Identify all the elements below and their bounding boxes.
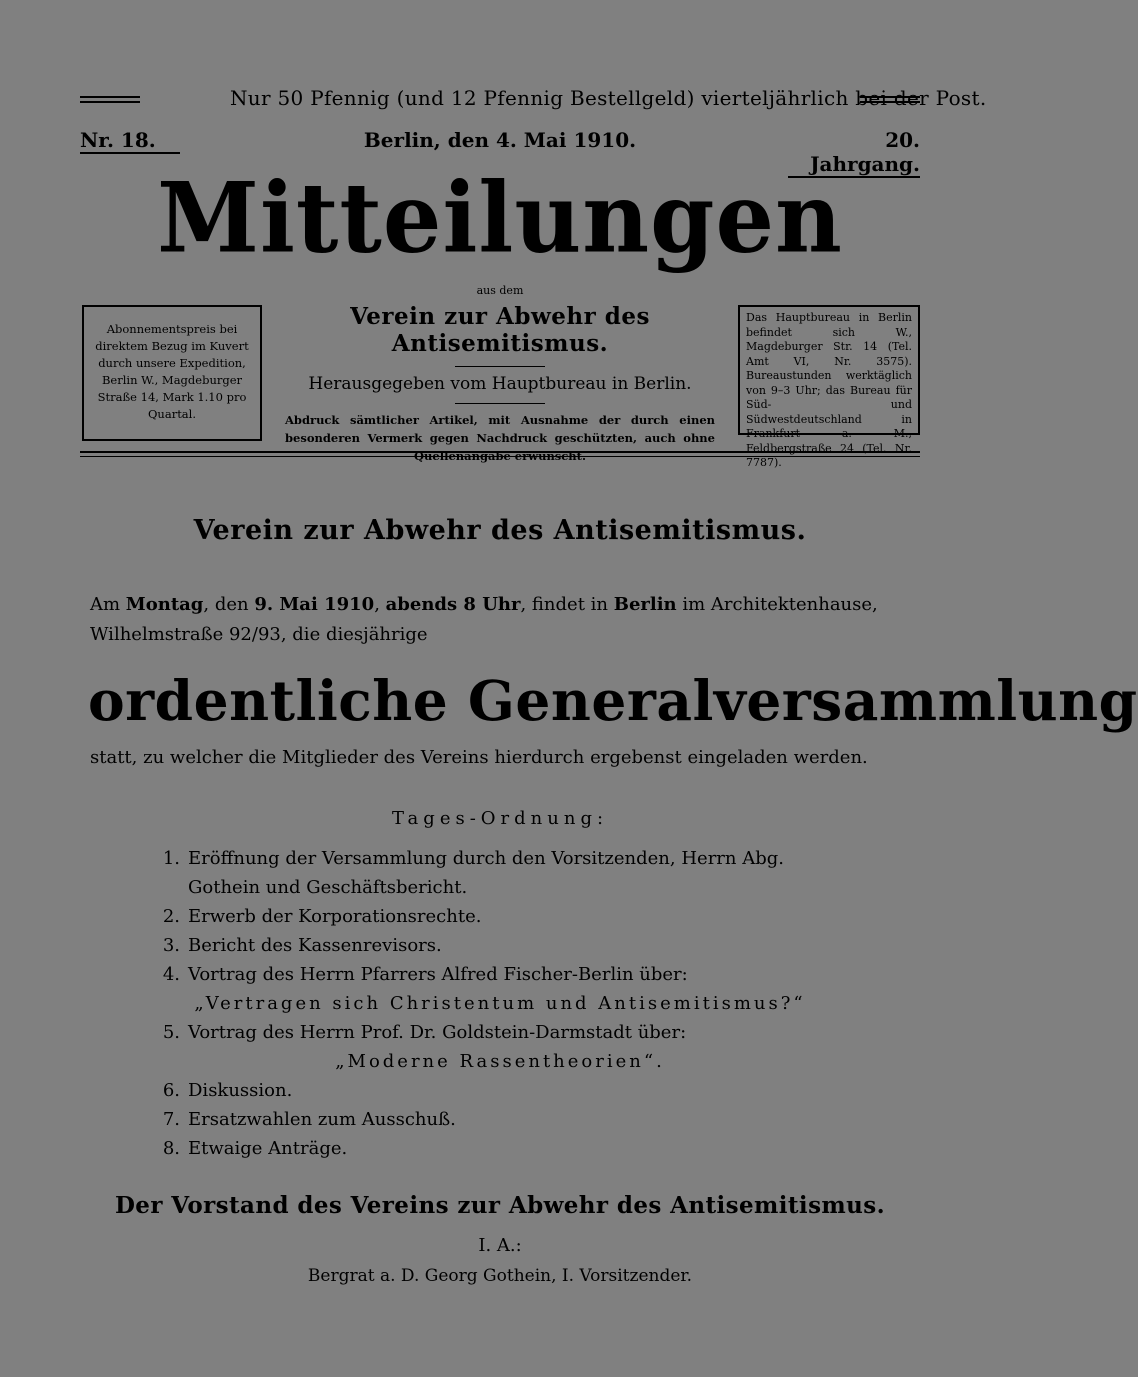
masthead-subtitle — [285, 284, 715, 465]
intro-text: , findet in — [520, 594, 614, 615]
agenda-title: Tages-Ordnung: — [391, 808, 609, 829]
agenda-item-number: 8. — [162, 1138, 180, 1159]
masthead-title: Mitteilungen — [157, 161, 843, 275]
invite-text: statt, zu welcher die Mitglieder des Vereins hierdurch ergebenst eingeladen werden. — [90, 747, 868, 768]
agenda-item-number: 1. — [162, 848, 180, 869]
short-rule — [455, 366, 545, 367]
agenda-item — [150, 1134, 850, 1163]
agenda-item-text: Etwaige Anträge. — [188, 1138, 348, 1159]
agenda-item-text: Bericht des Kassenrevisors. — [188, 935, 442, 956]
agenda-item-text: Ersatzwahlen zum Ausschuß. — [188, 1109, 456, 1130]
agenda-item-text: Vortrag des Herrn Pfarrers Alfred Fischer-Berlin über: — [188, 964, 688, 985]
agenda-item — [150, 960, 850, 989]
agenda-item-text: Eröffnung der Versammlung durch den Vorsitzenden, Herrn Abg. Gothein und Geschäftsbericht. — [188, 848, 784, 898]
agenda-lecture-title: „Vertragen sich Christentum und Antisemitismus?“ — [194, 993, 806, 1014]
price-text: Nur 50 Pfennig (und 12 Pfennig Bestellgeld) vierteljährlich bei der Post. — [230, 86, 987, 110]
agenda-item-text: Vortrag des Herrn Prof. Dr. Goldstein-Darmstadt über: — [188, 1022, 687, 1043]
reprint-note: Abdruck sämtlicher Artikel, mit Ausnahme der durch einen besonderen Vermerk gegen Nachdruck geschützten, auch ohne Quellenangabe erwünscht. — [285, 413, 715, 463]
agenda-item — [150, 1018, 850, 1047]
agenda-item-number: 5. — [162, 1022, 180, 1043]
price-line — [80, 86, 987, 112]
agenda-lecture-title: „Moderne Rassentheorien“. — [335, 1051, 665, 1072]
assembly-title: ordentliche Generalversammlung — [88, 668, 1138, 733]
issue-date: Berlin, den 4. Mai 1910. — [363, 128, 637, 152]
agenda-item-text: Erwerb der Korporationsrechte. — [188, 906, 482, 927]
subscription-box: Abonnementspreis bei direktem Bezug im Kuvert durch unsere Expedition, Berlin W., Magdeburger Straße 14, Mark 1.10 pro Quartal. — [82, 305, 262, 441]
publisher-line: Herausgegeben vom Hauptbureau in Berlin. — [308, 374, 692, 394]
right-double-rule — [860, 96, 920, 103]
agenda-item-text: Diskussion. — [188, 1080, 293, 1101]
agenda-item-number: 7. — [162, 1109, 180, 1130]
aus-dem-label: aus dem — [476, 284, 524, 297]
notice-intro — [90, 590, 910, 650]
agenda-item-number: 4. — [162, 964, 180, 985]
intro-date: 9. Mai 1910 — [254, 594, 375, 615]
agenda-item-number: 2. — [162, 906, 180, 927]
intro-day: Montag — [125, 594, 204, 615]
agenda-item — [150, 844, 850, 902]
issue-number: Nr. 18. — [80, 128, 180, 154]
intro-text: Am — [90, 594, 126, 615]
notice-heading: Verein zur Abwehr des Antisemitismus. — [193, 515, 807, 546]
left-double-rule — [80, 96, 140, 103]
agenda-item-number: 3. — [162, 935, 180, 956]
agenda-item-number: 6. — [162, 1080, 180, 1101]
intro-time: abends 8 Uhr — [385, 594, 521, 615]
agenda-item — [150, 902, 850, 931]
agenda-item — [150, 931, 850, 960]
dateline — [80, 128, 920, 176]
agenda-item — [150, 1105, 850, 1134]
volume: 20. Jahrgang. — [788, 128, 920, 178]
intro-text: im Architektenhause, Wilhelmstraße 92/93, die diesjährige — [90, 594, 878, 645]
society-name: Verein zur Abwehr des Antisemitismus. — [350, 303, 650, 357]
intro-city: Berlin — [613, 594, 677, 615]
signature: Bergrat a. D. Georg Gothein, I. Vorsitzender. — [307, 1266, 693, 1286]
board-line: Der Vorstand des Vereins zur Abwehr des Antisemitismus. — [114, 1192, 886, 1219]
header-rule — [80, 451, 920, 457]
intro-text: , den — [203, 594, 255, 615]
short-rule — [455, 403, 545, 404]
ia-line: I. A.: — [478, 1235, 522, 1256]
intro-text: , — [374, 594, 386, 615]
office-box: Das Hauptbureau in Berlin befindet sich W., Magdeburger Str. 14 (Tel. Amt VI, Nr. 3575). Bureaustunden werktäglich von 9–3 Uhr; das Bureau für Süd- und Südwestdeutschland in Frankfurt a. M., Feldbergstraße 24 (Tel. Nr. 7787). — [738, 305, 920, 435]
agenda-item — [150, 1076, 850, 1105]
agenda-list — [150, 844, 850, 1163]
